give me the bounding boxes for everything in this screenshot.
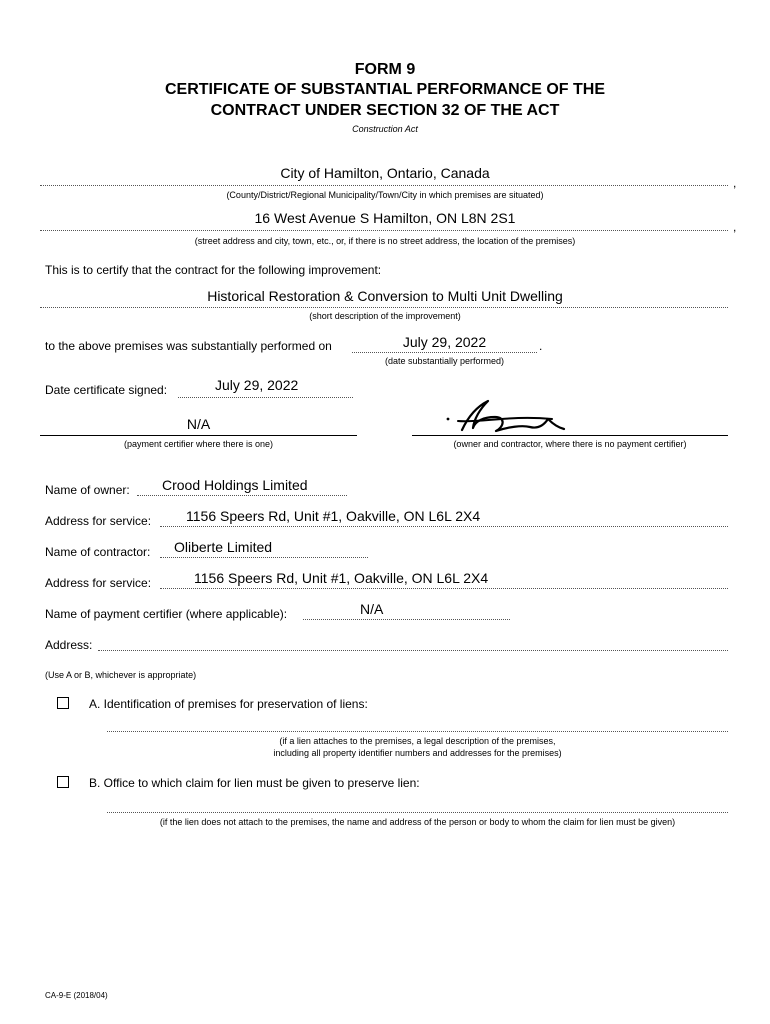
owner-contractor-caption: (owner and contractor, where there is no payment certifier) [453, 439, 687, 449]
street-address-value[interactable]: 16 West Avenue S Hamilton, ON L8N 2S1 [254, 210, 516, 226]
payment-certifier-signature-value[interactable]: N/A [186, 416, 211, 432]
contractor-address-line [160, 588, 728, 589]
signed-date-value[interactable]: July 29, 2022 [215, 377, 299, 393]
owner-name-value[interactable]: Crood Holdings Limited [162, 477, 308, 493]
option-b-line[interactable] [107, 812, 728, 813]
municipality-value[interactable]: City of Hamilton, Ontario, Canada [280, 165, 490, 181]
street-address-comma: , [733, 220, 737, 234]
contractor-name-line [160, 557, 368, 558]
option-b-checkbox[interactable] [57, 776, 69, 788]
option-a-line[interactable] [107, 731, 728, 732]
performed-label: to the above premises was substantially performed on [45, 339, 332, 353]
contractor-name-label: Name of contractor: [45, 545, 151, 559]
signed-label: Date certificate signed: [45, 383, 168, 397]
owner-contractor-signature-line[interactable] [412, 435, 728, 436]
act-name: Construction Act [352, 124, 418, 134]
improvement-line [40, 307, 728, 308]
form-title-line1: CERTIFICATE OF SUBSTANTIAL PERFORMANCE OF THE [165, 81, 605, 98]
municipality-caption: (County/District/Regional Municipality/Town/City in which premises are situated) [226, 190, 544, 200]
payment-certifier-address-label: Address: [45, 638, 93, 652]
signed-date-line [178, 397, 353, 398]
owner-address-line [160, 526, 728, 527]
payment-certifier-name-value[interactable]: N/A [360, 601, 384, 617]
performed-date-line [352, 352, 537, 353]
owner-address-value[interactable]: 1156 Speers Rd, Unit #1, Oakville, ON L6L 2X4 [186, 508, 481, 524]
option-a-caption-line1: (if a lien attaches to the premises, a legal description of the premises, [279, 736, 556, 746]
payment-certifier-name-line [303, 619, 510, 620]
form-title-line2: CONTRACT UNDER SECTION 32 OF THE ACT [210, 102, 560, 119]
performed-period: . [539, 339, 543, 353]
form-code: CA-9-E (2018/04) [45, 991, 108, 1000]
municipality-line [40, 185, 728, 186]
use-a-or-b-note: (Use A or B, whichever is appropriate) [45, 670, 197, 680]
street-address-line [40, 230, 728, 231]
performed-date-value[interactable]: July 29, 2022 [402, 334, 487, 350]
form-number: FORM 9 [354, 61, 416, 78]
improvement-value[interactable]: Historical Restoration & Conversion to Multi Unit Dwelling [207, 288, 563, 304]
option-a-checkbox[interactable] [57, 697, 69, 709]
payment-certifier-name-label: Name of payment certifier (where applicable): [45, 607, 288, 621]
contractor-address-value[interactable]: 1156 Speers Rd, Unit #1, Oakville, ON L6L 2X4 [194, 570, 489, 586]
handwritten-signature [440, 395, 570, 440]
owner-name-line [137, 495, 347, 496]
municipality-comma: , [733, 176, 737, 190]
street-address-caption: (street address and city, town, etc., or, if there is no street address, the location of the premises) [194, 236, 576, 246]
payment-certifier-caption: (payment certifier where there is one) [123, 439, 274, 449]
payment-certifier-signature-line [40, 435, 357, 436]
owner-address-label: Address for service: [45, 514, 152, 528]
contractor-address-label: Address for service: [45, 576, 152, 590]
option-a-caption-line2: including all property identifier numbers and addresses for the premises) [273, 748, 562, 758]
contractor-name-value[interactable]: Oliberte Limited [174, 539, 273, 555]
certify-text: This is to certify that the contract for the following improvement: [45, 263, 382, 277]
option-a-label: A. Identification of premises for preservation of liens: [89, 697, 368, 711]
performed-caption: (date substantially performed) [384, 356, 505, 366]
payment-certifier-address-line[interactable] [98, 650, 728, 651]
option-b-caption: (if the lien does not attach to the premises, the name and address of the person or body to whom the claim for lien must be given) [159, 817, 676, 827]
option-b-label: B. Office to which claim for lien must be given to preserve lien: [89, 776, 420, 790]
improvement-caption: (short description of the improvement) [309, 311, 461, 321]
owner-name-label: Name of owner: [45, 483, 130, 497]
